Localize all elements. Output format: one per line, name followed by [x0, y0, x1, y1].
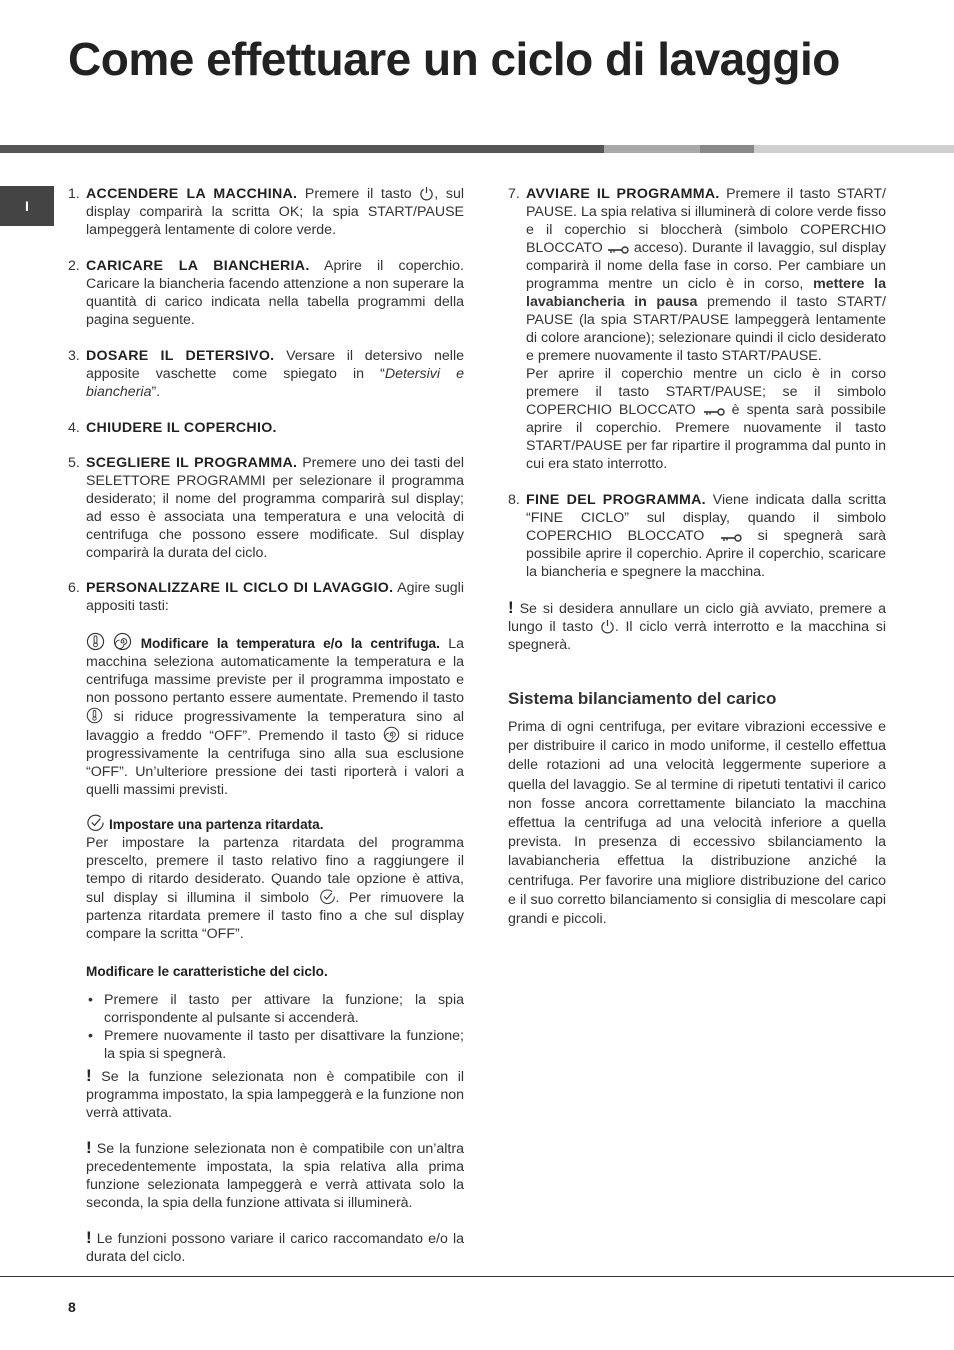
- lid-locked-key-icon: [703, 407, 725, 417]
- temp-spin-section: [68, 632, 464, 799]
- step-text-2: si spegnerà sarà possibile aprire il coperchio. Aprire il coperchio, scaricare la biancheria e spegnere la macchina.: [526, 528, 886, 580]
- step-heading: PERSONALIZZARE IL CICLO DI LAVAGGIO.: [86, 580, 394, 596]
- warning-text: Se la funzione selezionata non è compatibile con un’altra precedentemente impostata, la spia relativa alla prima funzione selezionata lampeggerà e verrà attivata solo la seconda, la spia della funzione attivata si illuminerà.: [86, 1141, 464, 1211]
- delay-text: Per impostare la partenza ritardata del programma prescelto, premere il tasto relativo fino a raggiungere il tempo di ritardo desiderato. Quando tale opzione è attiva, sul display si illumina il simbolo: [86, 835, 464, 906]
- warning-text: Le funzioni possono variare il carico raccomandato e/o la durata del ciclo.: [86, 1231, 464, 1265]
- delay-section: [68, 813, 464, 943]
- delay-start-icon: [319, 888, 336, 905]
- bullet-text: Premere nuovamente il tasto per disattivare la funzione; la spia si spegnerà.: [104, 1028, 464, 1062]
- step-1: [68, 185, 464, 239]
- step-6: [68, 579, 464, 615]
- step-5: [68, 454, 464, 562]
- warning-icon: !: [86, 1138, 92, 1157]
- step-heading: CHIUDERE IL COPERCHIO.: [86, 420, 277, 436]
- warning-icon: !: [86, 1228, 92, 1247]
- step-7: [508, 185, 886, 473]
- step-3: [68, 347, 464, 401]
- step-text-end: ”.: [151, 384, 161, 400]
- step-text: Premere uno dei tasti del SELETTORE PROGRAMMI per selezionare il programma desiderato; il nome del programma comparirà sul display; ad esso è associata una temperatura e una velocità di centrifuga che possono essere modificate. Sul display comparirà la durata del ciclo.: [86, 455, 464, 561]
- warning-text: Se la funzione selezionata non è compatibile con il programma impostato, la spia lampeggerà e la funzione non verrà attivata.: [86, 1069, 464, 1121]
- temp-spin-heading: Modificare la temperatura e/o la centrifuga.: [140, 636, 440, 651]
- step-heading: CARICARE LA BIANCHERIA.: [86, 258, 310, 274]
- step-heading: FINE DEL PROGRAMMA.: [526, 492, 706, 508]
- step-number: 6.: [68, 580, 80, 596]
- step-text: Viene indicata dalla scritta “FINE CICLO” sul display, quando il simbolo COPERCHIO BLOCCATO: [526, 492, 886, 544]
- warning-note: [68, 1139, 464, 1212]
- step-text: Premere il tasto: [297, 186, 420, 202]
- header-rule-dark-short: [700, 145, 754, 153]
- balance-title: Sistema bilanciamento del carico: [508, 689, 777, 708]
- step-text: Agire sugli appositi tasti:: [86, 580, 464, 614]
- header-rule-dark: [0, 145, 604, 153]
- warning-icon: !: [86, 1066, 92, 1085]
- warning-icon: !: [508, 598, 514, 617]
- step-number: 8.: [508, 492, 520, 508]
- power-icon: [600, 619, 615, 634]
- left-column: [68, 185, 464, 1266]
- list-item: [68, 1027, 464, 1063]
- warning-note: [68, 1067, 464, 1122]
- footer-divider: [0, 1276, 954, 1277]
- step-text-4: Per aprire il coperchio mentre un ciclo è in corso premere il tasto START/PAUSE; se il simbolo COPERCHIO BLOCCATO: [526, 366, 886, 418]
- language-tab: I: [0, 186, 54, 226]
- warning-text: Se si desidera annullare un ciclo già avviato, premere a lungo il tasto: [508, 601, 886, 635]
- warning-text-2: . Il ciclo verrà interrotto e la macchina si spegnerà.: [508, 619, 886, 653]
- header-rule-mid: [604, 145, 700, 153]
- temp-spin-text-2: si riduce progressivamente la temperatura sino al lavaggio a freddo “OFF”. Premendo il tasto: [86, 709, 464, 744]
- step-number: 4.: [68, 420, 80, 436]
- bullet: •: [88, 992, 93, 1008]
- bullet-text: Premere il tasto per attivare la funzione; la spia corrispondente al pulsante si accenderà.: [104, 992, 464, 1026]
- step-number: 1.: [68, 186, 80, 202]
- temperature-icon: [86, 707, 103, 724]
- step-number: 7.: [508, 186, 520, 202]
- step-heading: ACCENDERE LA MACCHINA.: [86, 186, 298, 202]
- temperature-icon: [86, 632, 105, 651]
- step-8: [508, 491, 886, 581]
- delay-start-icon: [86, 813, 105, 832]
- warning-note: [68, 1229, 464, 1266]
- power-icon: [419, 186, 434, 201]
- step-number: 3.: [68, 348, 80, 364]
- bullet: •: [88, 1028, 93, 1044]
- spin-icon: [383, 726, 400, 743]
- modify-heading: Modificare le caratteristiche del ciclo.: [86, 964, 328, 979]
- warning-note: [508, 599, 886, 654]
- lid-locked-key-icon: [607, 245, 629, 255]
- right-column: [508, 185, 886, 929]
- step-text: Versare il detersivo nelle apposite vaschette come spiegato in “: [86, 348, 464, 382]
- step-heading: DOSARE IL DETERSIVO.: [86, 348, 275, 364]
- step-2: [68, 257, 464, 329]
- step-number: 2.: [68, 258, 80, 274]
- temp-spin-text: La macchina seleziona automaticamente la temperatura e la centrifuga massime previste per il programma impostato e non possono pertanto essere aumentate. Premendo il tasto: [86, 636, 464, 706]
- delay-text-2: . Per rimuovere la partenza ritardata premere il tasto fino a che sul display compare la scritta “OFF”.: [86, 890, 464, 942]
- step-text-2: acceso). Durante il lavaggio, sul display comparirà il nome della fase in corso. Per cambiare un programma mentre un ciclo è in corso,: [526, 240, 886, 292]
- header-rule-light: [754, 145, 954, 153]
- step-text-3: premendo il tasto START/ PAUSE (la spia START/PAUSE lampeggerà lentamente di colore arancione); selezionare quindi il ciclo desiderato e premere nuovamente il tasto START/PAUSE.: [526, 294, 886, 364]
- list-item: [68, 991, 464, 1027]
- step-text-5: è spenta sarà possibile aprire il coperchio. Premere nuovamente il tasto START/PAUSE per far ripartire il programma dal punto in cui era stato interrotto.: [526, 402, 886, 472]
- step-heading: AVVIARE IL PROGRAMMA.: [526, 186, 720, 202]
- balance-text: Prima di ogni centrifuga, per evitare vibrazioni eccessive e per distribuire il carico in modo uniforme, il cestello effettua delle rotazioni ad una velocità leggermente superiore a quella del lavaggio. Se al termine di ripetuti tentativi il carico non fosse ancora correttamente bilanciato la macchina effettua la centrifuga ad una velocità inferiore a quella prevista. In presenza di eccessivo sbilanciamento la lavabiancheria effettua la distribuzione anziché la centrifuga. Per favorire una migliore distribuzione del carico e il suo corretto bilanciamento si consiglia di mescolare capi grandi e piccoli.: [508, 719, 886, 928]
- lid-locked-key-icon: [720, 533, 742, 543]
- step-text-cont: , sul display comparirà la scritta OK; la spia START/PAUSE lampeggerà lentamente di colore verde.: [86, 186, 464, 238]
- step-number: 5.: [68, 455, 80, 471]
- page-number: 8: [68, 1299, 76, 1315]
- page-title: Come effettuare un ciclo di lavaggio: [68, 33, 840, 85]
- spin-icon: [113, 632, 132, 651]
- step-text: Premere il tasto START/ PAUSE. La spia relativa si illuminerà di colore verde fisso e il coperchio si bloccherà (simbolo COPERCHIO BLOCCATO: [526, 186, 886, 256]
- step-text: Aprire il coperchio. Caricare la biancheria facendo attenzione a non superare la quantità di carico indicata nella tabella programmi della pagina seguente.: [86, 258, 464, 328]
- delay-heading: Impostare una partenza ritardata.: [108, 817, 324, 832]
- modify-section: [68, 963, 464, 981]
- step-italic-ref: Detersivi e biancheria: [86, 366, 464, 400]
- step-4: [68, 419, 464, 437]
- step-heading: SCEGLIERE IL PROGRAMMA.: [86, 455, 298, 471]
- step-bold-text: mettere la lavabiancheria in pausa: [526, 276, 886, 310]
- temp-spin-text-3: si riduce progressivamente la centrifuga sino alla sua esclusione “OFF”. Un’ulteriore pressione dei tasti riporterà i valori a quelli massimi previsti.: [86, 728, 464, 798]
